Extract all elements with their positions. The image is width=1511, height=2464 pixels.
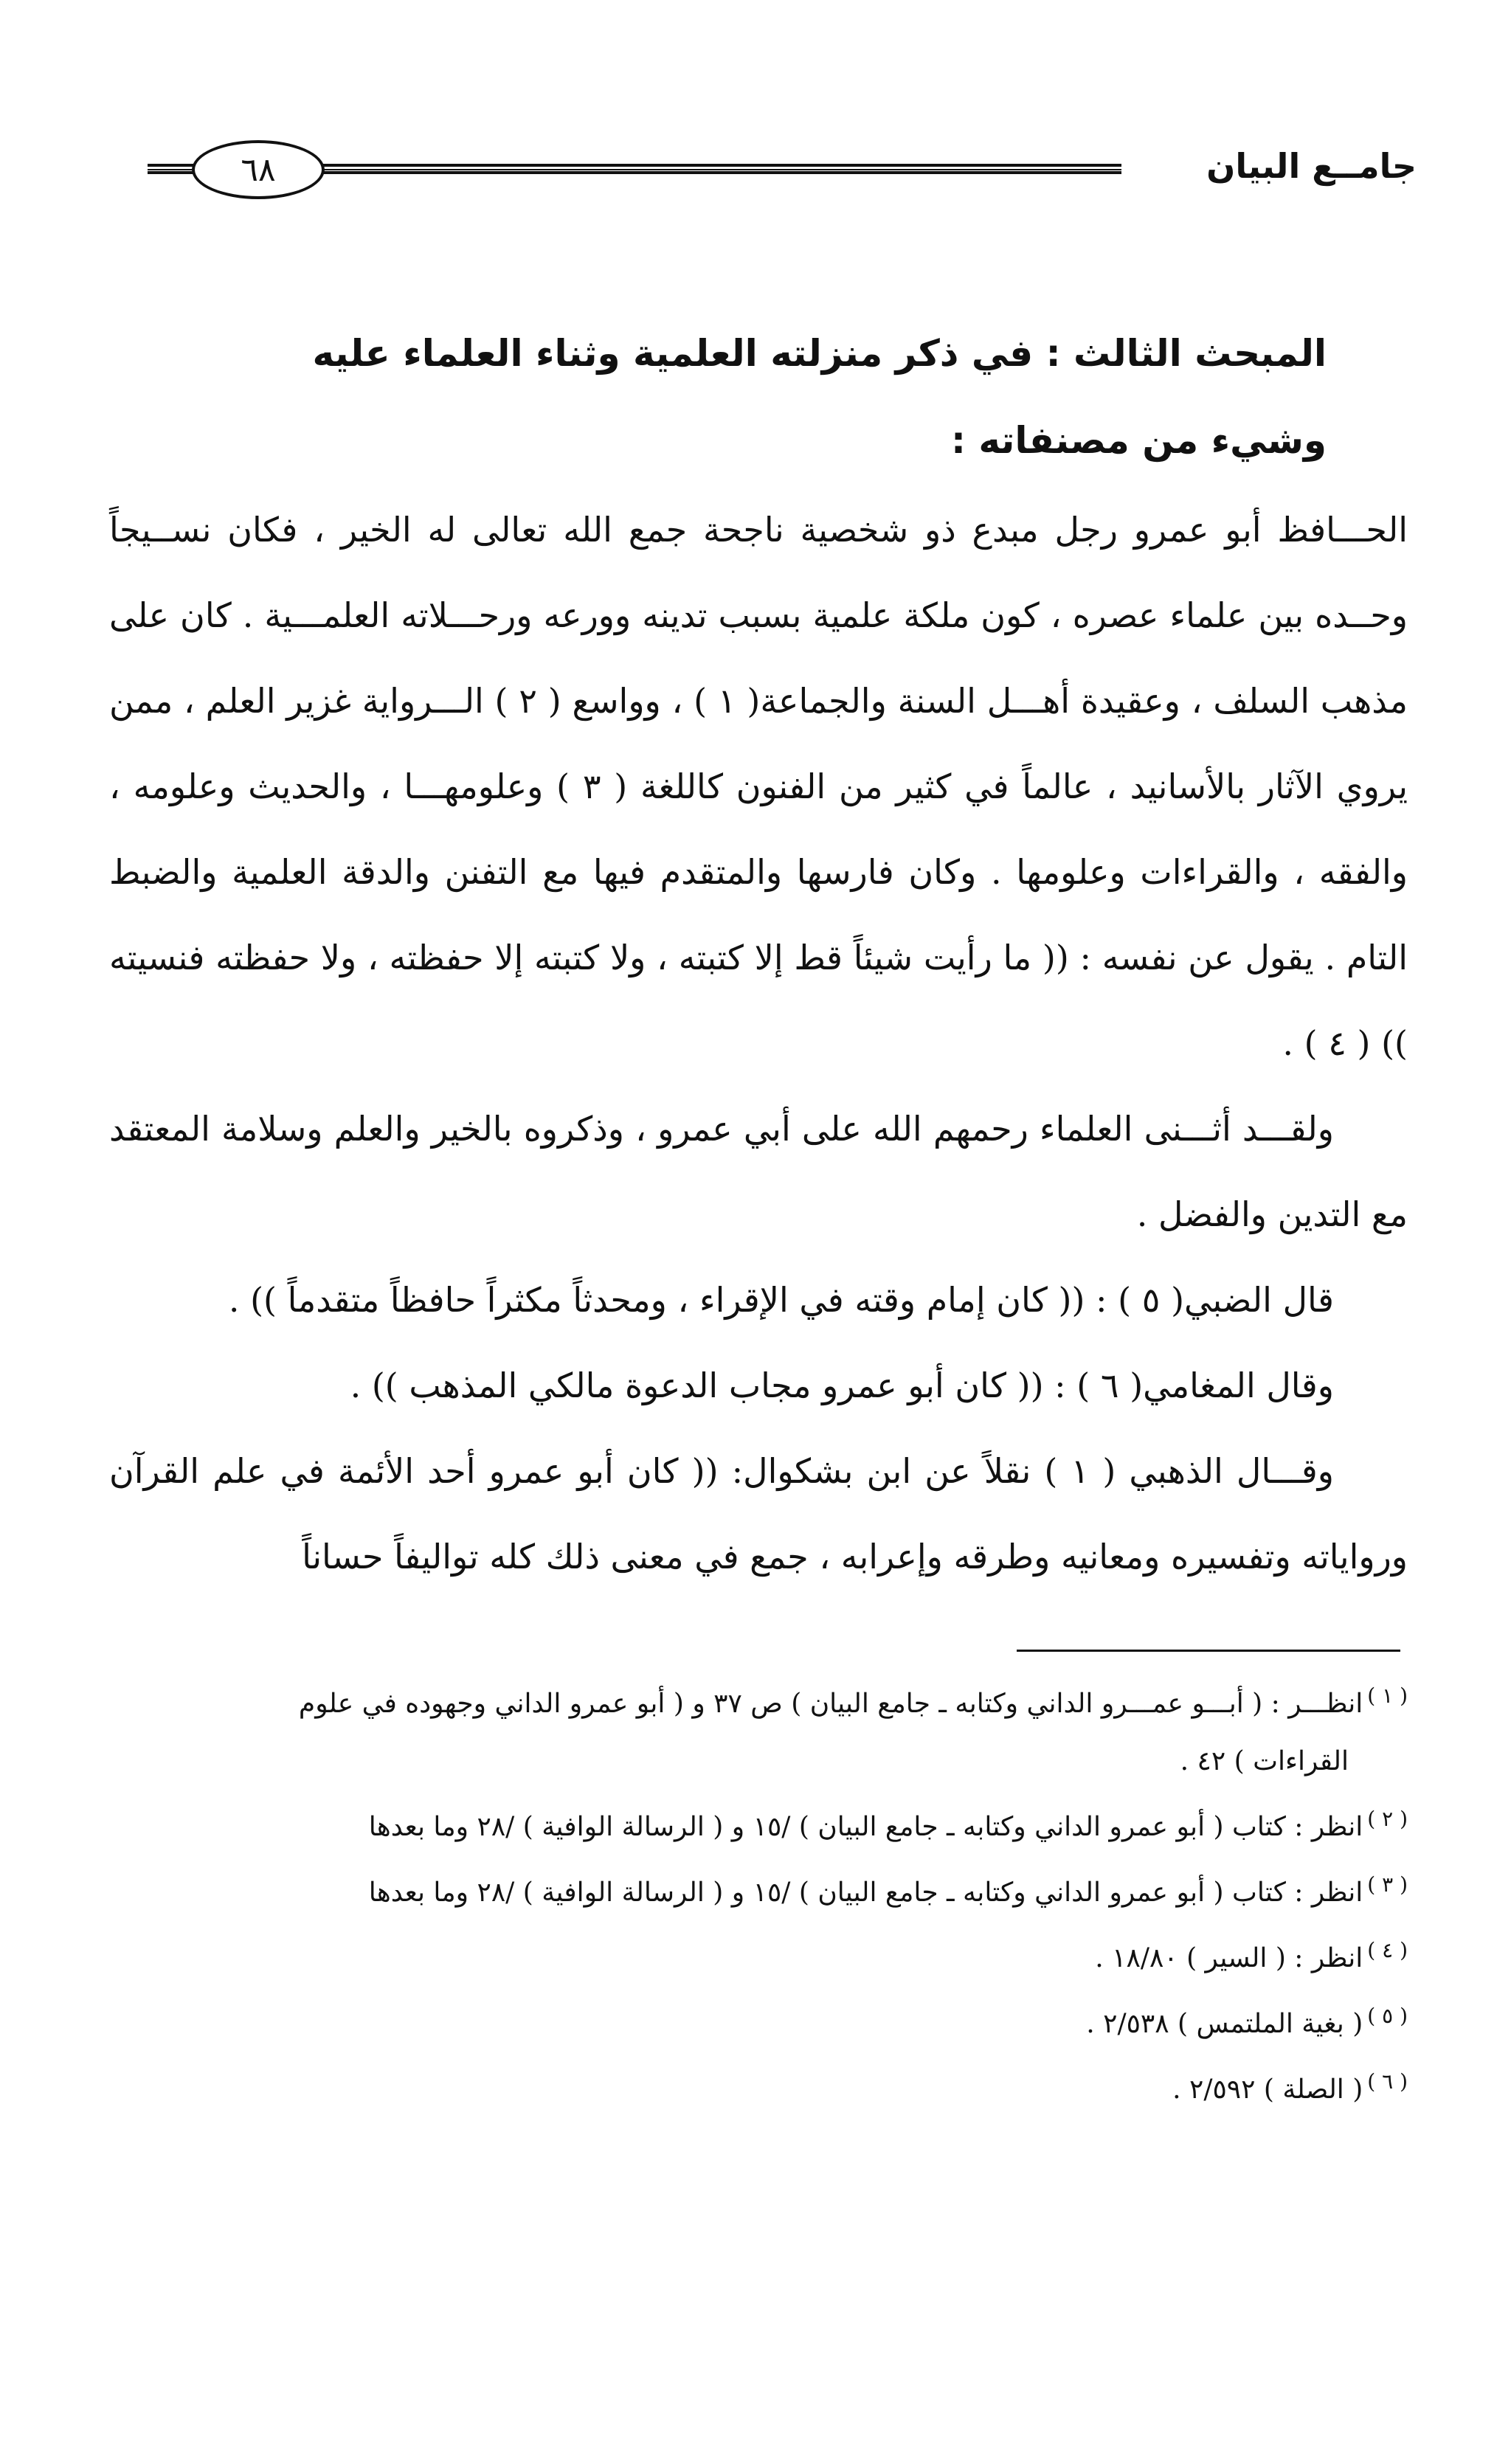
footnote-text: انظـــر : ( أبـــو عمـــرو الداني وكتابه ـ جامع البيان ) ص ٣٧ و ( أبو عمرو الداني وجهوده في علوم	[298, 1689, 1363, 1719]
page-number: ٦٨	[192, 140, 325, 199]
footnote-text: انظر : كتاب ( أبو عمرو الداني وكتابه ـ جامع البيان ) /١٥ و ( الرسالة الوافية ) /٢٨ وما بعدها	[368, 1812, 1363, 1842]
page-header	[148, 140, 1417, 199]
footnote-text: انظر : كتاب ( أبو عمرو الداني وكتابه ـ جامع البيان ) /١٥ و ( الرسالة الوافية ) /٢٨ وما بعدها	[368, 1878, 1363, 1908]
footnote-text: القراءات ) ٤٢ .	[1180, 1746, 1349, 1776]
paragraph-1: الحـــافظ أبو عمرو رجل مبدع ذو شخصية ناجحة جمع الله تعالى له الخير ، فكان نســيجاً وحــده بين علماء عصره ، كون ملكة علمية بسبب تدينه وورعه ورحـــلاته العلمـــية . كان على مذهب السلف ، وعقيدة أهـــل السنة والجماعة( ١ ) ، وواسع ( ٢ ) الـــرواية غزير العلم ، ممن يروي الآثار بالأسانيد ، عالماً في كثير من الفنون كاللغة ( ٣ ) وعلومهـــا ، والحديث وعلومه ، والفقه ، والقراءات وعلومها . وكان فارسها والمتقدم فيها مع التفنن والدقة العلمية والضبط التام . يقول عن نفسه : (( ما رأيت شيئاً قط إلا كتبته ، ولا كتبته إلا حفظته ، ولا حفظته فنسيته )) ( ٤ ) .	[109, 510, 1408, 1063]
footnote-mark: ( ٣ )	[1367, 1872, 1408, 1897]
running-title: جامــع البيان	[1206, 146, 1417, 186]
footnotes	[109, 1667, 1408, 2119]
footnote-1	[109, 1667, 1408, 1733]
body-text	[109, 487, 1408, 1599]
footnote-text: ( بغية الملتمس ) ٢/٥٣٨ .	[1086, 2009, 1363, 2039]
footnote-text: انظر : ( السير ) ١٨/٨٠ .	[1095, 1943, 1363, 1973]
footnote-text: ( الصلة ) ٢/٥٩٢ .	[1172, 2074, 1363, 2105]
footnote-mark: ( ٢ )	[1367, 1807, 1408, 1831]
footnote-mark: ( ٦ )	[1367, 2069, 1408, 2094]
footnote-3	[109, 1856, 1408, 1922]
footnote-4	[109, 1922, 1408, 1987]
footnote-6	[109, 2053, 1408, 2119]
paragraph-4: وقال المغامي( ٦ ) : (( كان أبو عمرو مجاب الدعوة مالكي المذهب )) .	[350, 1366, 1334, 1405]
footnote-5	[109, 1987, 1408, 2053]
paragraph-5: وقـــال الذهبي ( ١ ) نقلاً عن ابن بشكوال: (( كان أبو عمرو أحد الأئمة في علم القرآن ورواياته وتفسيره ومعانيه وطرقه وإعرابه ، جمع في معنى ذلك كله تواليفاً حساناً	[109, 1451, 1408, 1577]
paragraph-2: ولقـــد أثـــنى العلماء رحمهم الله على أبي عمرو ، وذكروه بالخير والعلم وسلامة المعتقد مع التدين والفضل .	[109, 1109, 1408, 1234]
footnote-mark: ( ١ )	[1367, 1683, 1408, 1708]
footnote-1-continuation	[109, 1733, 1408, 1790]
footnote-mark: ( ٤ )	[1367, 1938, 1408, 1962]
footnote-separator	[1017, 1650, 1400, 1652]
section-heading: المبحث الثالث : في ذكر منزلته العلمية وثناء العلماء عليه وشيء من مصنفاته :	[312, 332, 1327, 462]
footnote-2	[109, 1790, 1408, 1856]
paragraph-3: قال الضبي( ٥ ) : (( كان إمام وقته في الإقراء ، ومحدثاً مكثراً حافظاً متقدماً )) .	[228, 1280, 1334, 1320]
footnote-mark: ( ٥ )	[1367, 2004, 1408, 2028]
